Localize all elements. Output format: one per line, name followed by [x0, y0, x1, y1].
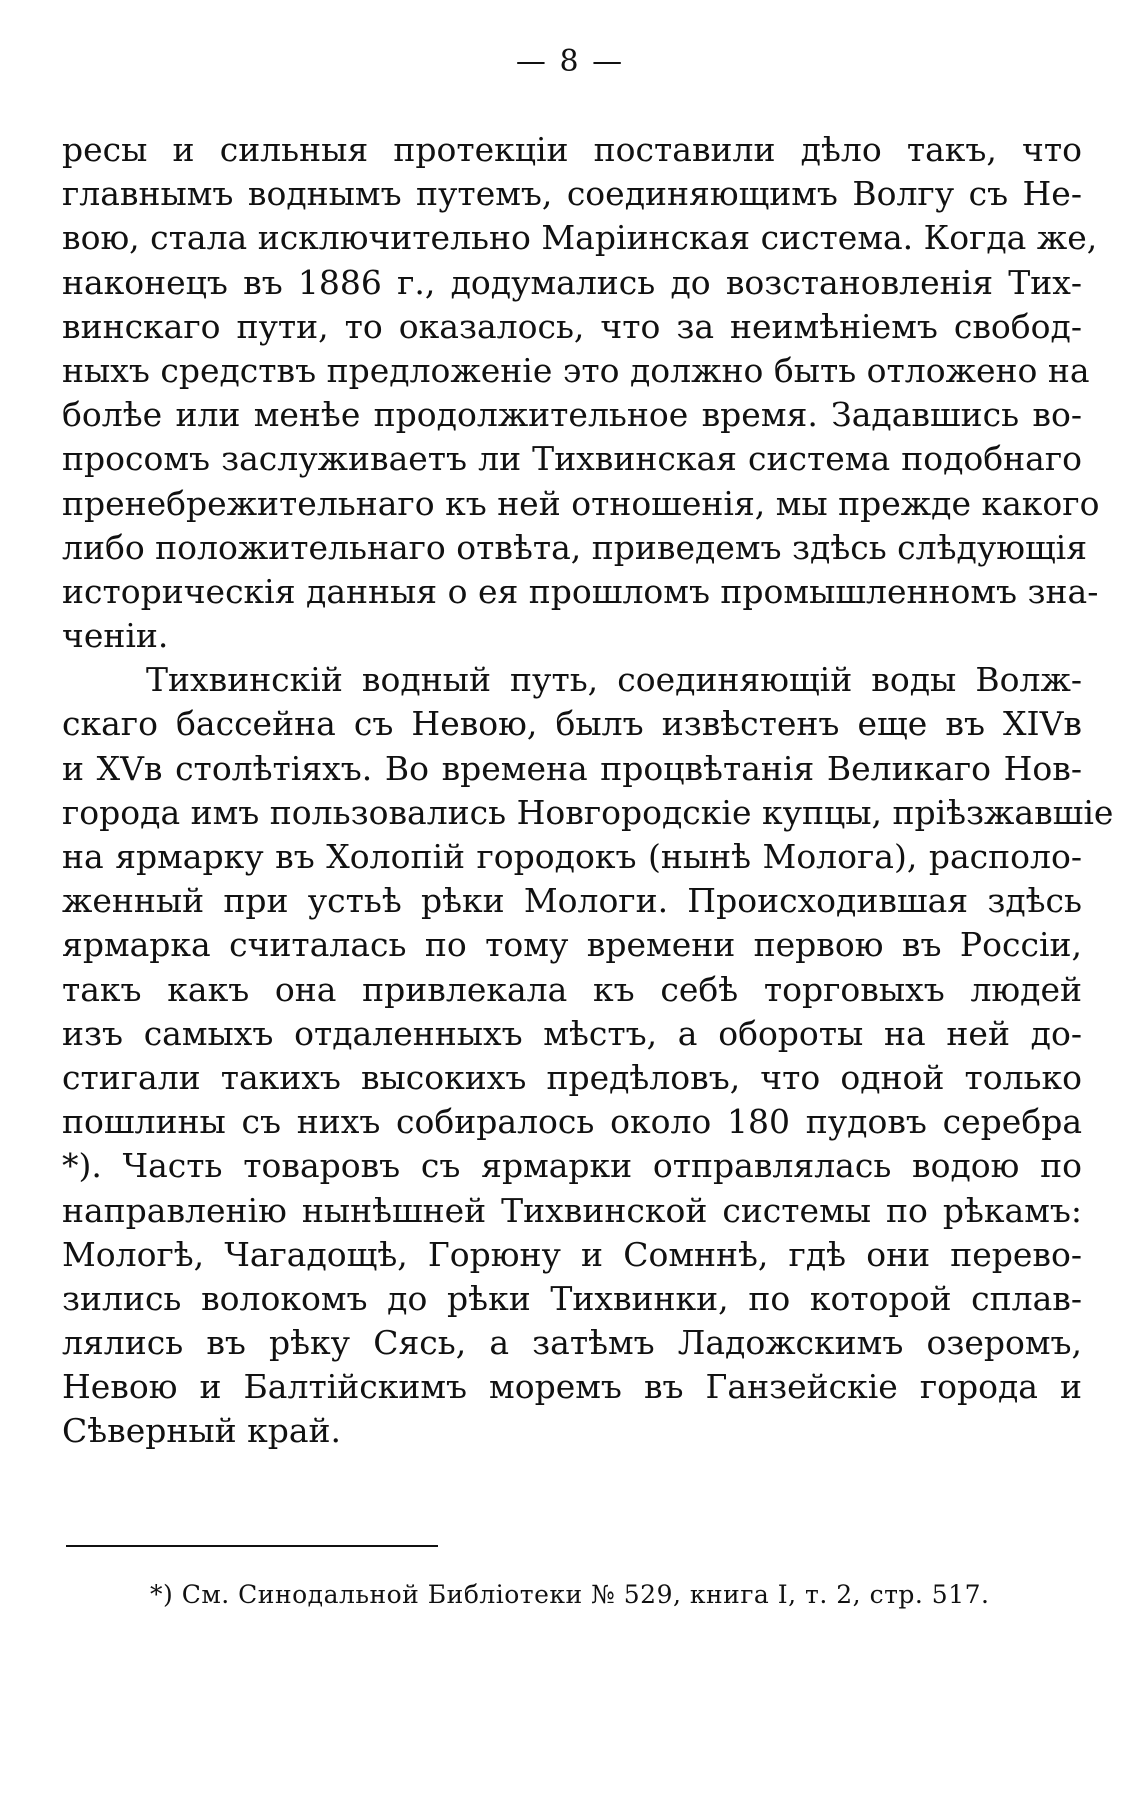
paragraph-1: [62, 128, 1100, 658]
text-line: просомъ заслуживаетъ ли Тихвинская система подобнаго: [62, 439, 1082, 479]
text-line: *). Часть товаровъ съ ярмарки отправлялась водою по: [62, 1146, 1082, 1186]
footnote-divider: [66, 1545, 438, 1547]
text-line: пошлины съ нихъ собиралось около 180 пудовъ серебра: [62, 1102, 1082, 1142]
text-line: такъ какъ она привлекала къ себѣ торговыхъ людей: [62, 969, 1082, 1009]
page-number: — 8 —: [515, 44, 625, 79]
text-line: ныхъ средствъ предложеніе это должно быть отложено на: [62, 350, 1090, 390]
paragraph-2: [62, 658, 1114, 1453]
text-line: скаго бассейна съ Невою, былъ извѣстенъ еще въ XIVв: [62, 704, 1082, 744]
text-line: на ярмарку въ Холопій городокъ (нынѣ Молога), располо-: [62, 837, 1082, 876]
text-line: болѣе или менѣе продолжительное время. Задавшись во-: [62, 395, 1082, 435]
footnote: *) См. Синодальной Библіотеки № 529, книга I, т. 2, стр. 517.: [150, 1580, 990, 1609]
text-line: Сѣверный край.: [62, 1411, 342, 1451]
text-line: ченіи.: [62, 616, 169, 656]
text-line: Невою и Балтійскимъ моремъ въ Ганзейскіе города и: [62, 1367, 1082, 1407]
text-line: историческія данныя о ея прошломъ промышленномъ зна-: [62, 571, 1099, 611]
text-line: Мологѣ, Чагадощѣ, Горюну и Сомннѣ, гдѣ они перево-: [62, 1234, 1082, 1274]
text-line: Тихвинскій водный путь, соединяющій воды Волж-: [146, 660, 1082, 700]
text-line: ресы и сильныя протекціи поставили дѣло такъ, что: [62, 130, 1082, 169]
text-line: ярмарка считалась по тому времени первою въ Россіи,: [62, 925, 1082, 965]
body-text: [62, 128, 1114, 1454]
text-line: и XVв столѣтіяхъ. Во времена процвѣтанія Великаго Нов-: [62, 748, 1082, 788]
text-line: наконецъ въ 1886 г., додумались до возстановленія Тих-: [62, 262, 1082, 302]
text-line: женный при устьѣ рѣки Мологи. Происходившая здѣсь: [62, 881, 1082, 921]
text-line: изъ самыхъ отдаленныхъ мѣстъ, а обороты на ней до-: [62, 1013, 1082, 1053]
text-line: зились волокомъ до рѣки Тихвинки, по которой сплав-: [62, 1278, 1082, 1318]
text-line: винскаго пути, то оказалось, что за неимѣніемъ свобод-: [62, 306, 1082, 346]
text-line: главнымъ воднымъ путемъ, соединяющимъ Волгу съ Не-: [62, 174, 1082, 214]
text-line: направленію нынѣшней Тихвинской системы по рѣкамъ:: [62, 1190, 1082, 1230]
text-line: стигали такихъ высокихъ предѣловъ, что одной только: [62, 1057, 1082, 1097]
text-line: пренебрежительнаго къ ней отношенія, мы прежде какого: [62, 483, 1100, 523]
text-line: лялись въ рѣку Сясь, а затѣмъ Ладожскимъ озеромъ,: [62, 1323, 1082, 1363]
text-line: вою, стала исключительно Маріинская система. Когда же,: [62, 218, 1098, 258]
text-line: либо положительнаго отвѣта, приведемъ здѣсь слѣдующія: [62, 527, 1088, 567]
text-line: города имъ пользовались Новгородскіе купцы, пріѣзжавшіе: [62, 792, 1114, 832]
